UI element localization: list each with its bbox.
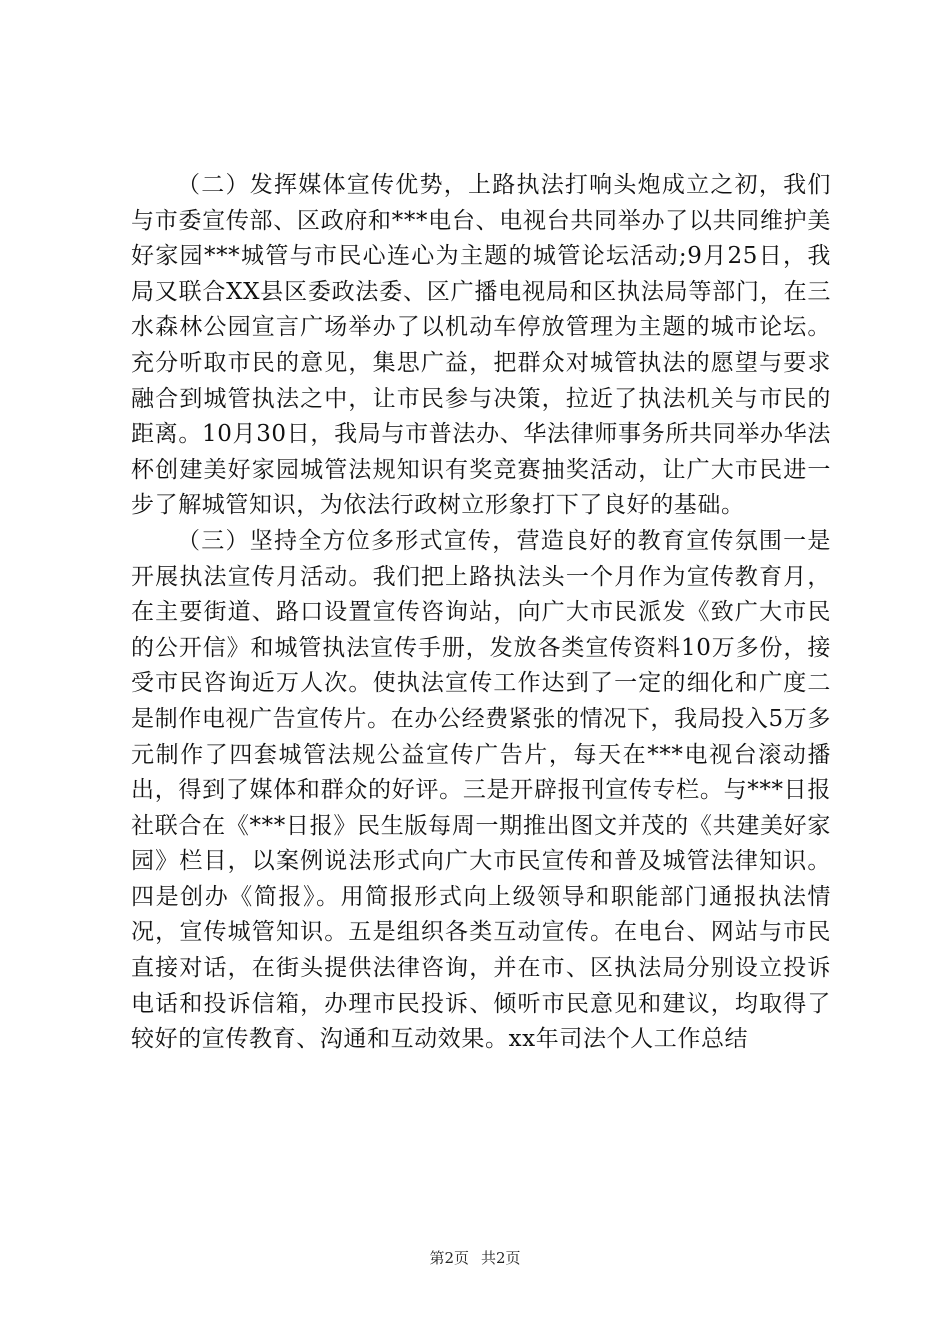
- document-body: [131, 168, 831, 1058]
- page-total: 共2页: [481, 1249, 521, 1267]
- page-footer: [0, 1248, 950, 1268]
- paragraph-publicity-forms: （三）坚持全方位多形式宣传，营造良好的教育宣传氛围一是开展执法宣传月活动。我们把上路执法头一个月作为宣传教育月，在主要街道、路口设置宣传咨询站，向广大市民派发《致广大市民的公开信》和城管执法宣传手册，发放各类宣传资料10万多份，接受市民咨询近万人次。使执法宣传工作达到了一定的细化和广度二是制作电视广告宣传片。在办公经费紧张的情况下，我局投入5万多元制作了四套城管法规公益宣传广告片，每天在***电视台滚动播出，得到了媒体和群众的好评。三是开辟报刊宣传专栏。与***日报社联合在《***日报》民生版每周一期推出图文并茂的《共建美好家园》栏目，以案例说法形式向广大市民宣传和普及城管法律知识。四是创办《简报》。用简报形式向上级领导和职能部门通报执法情况，宣传城管知识。五是组织各类互动宣传。在电台、网站与市民直接对话，在街头提供法律咨询，并在市、区执法局分别设立投诉电话和投诉信箱，办理市民投诉、倾听市民意见和建议，均取得了较好的宣传教育、沟通和互动效果。xx年司法个人工作总结: [131, 527, 831, 1053]
- page-number: 第2页: [429, 1249, 469, 1267]
- paragraph-publicity-media: （二）发挥媒体宣传优势，上路执法打响头炮成立之初，我们与市委宣传部、区政府和***电台、电视台共同举办了以共同维护美好家园***城管与市民心连心为主题的城管论坛活动;9月25日，我局又联合XX县区委政法委、区广播电视局和区执法局等部门，在三水森林公园宣言广场举办了以机动车停放管理为主题的城市论坛。充分听取市民的意见，集思广益，把群众对城管执法的愿望与要求融合到城管执法之中，让市民参与决策，拉近了执法机关与市民的距离。10月30日，我局与市普法办、华法律师事务所共同举办华法杯创建美好家园城管法规知识有奖竞赛抽奖活动，让广大市民进一步了解城管知识，为依法行政树立形象打下了良好的基础。: [131, 172, 831, 519]
